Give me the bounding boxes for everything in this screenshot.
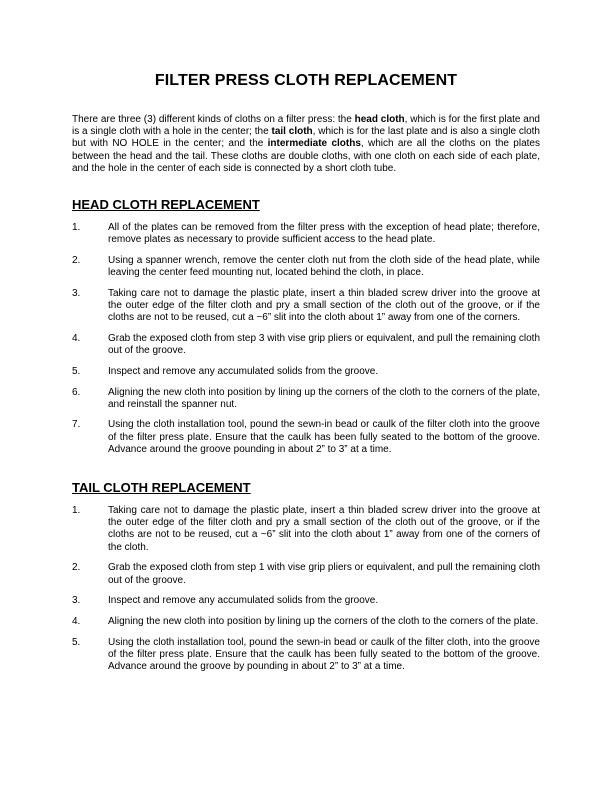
tail-step-1 [72, 505, 540, 554]
head-step-4 [72, 333, 540, 357]
step-text: Grab the exposed cloth from step 1 with vise grip pliers or equivalent, and pull the remaining cloth out of the groove. [108, 562, 540, 586]
step-number: 1. [72, 222, 81, 234]
intro-bold-tail-cloth: tail cloth [271, 126, 313, 138]
step-text: All of the plates can be removed from the filter press with the exception of head plate; therefore, remove plates as necessary to provide sufficient access to the head plate. [108, 222, 540, 246]
step-text: Using the cloth installation tool, pound the sewn-in bead or caulk of the filter cloth, into the groove of the filter press plate. Ensure that the caulk has been fully seated to the bottom of the groove. Advance around the groove by pounding in about 2” to 3” at a time. [108, 636, 540, 673]
step-text: Aligning the new cloth into position by lining up the corners of the cloth to the corners of the plate. [108, 615, 539, 627]
step-text: Inspect and remove any accumulated solids from the groove. [108, 365, 379, 377]
tail-step-5 [72, 637, 540, 674]
step-number: 3. [72, 595, 81, 607]
intro-bold-head-cloth: head cloth [354, 114, 405, 125]
step-text: Using the cloth installation tool, pound the sewn-in bead or caulk of the filter cloth into the groove of the filter press plate. Ensure that the caulk has been fully seated to the bottom of the groove. Advance around the groove pounding in about 2” to 3” at a time. [108, 419, 540, 455]
tail-steps-list [72, 505, 540, 673]
head-section-heading: HEAD CLOTH REPLACEMENT [72, 197, 260, 213]
intro-text-2: , which is for the first plate and is a single cloth with a hole in the center; the [72, 114, 540, 138]
step-number: 1. [72, 505, 81, 517]
step-text: Inspect and remove any accumulated solids from the groove. [108, 595, 379, 607]
document-page [72, 72, 540, 682]
step-text: Grab the exposed cloth from step 3 with vise grip pliers or equivalent, and pull the remaining cloth out of the groove. [108, 332, 540, 357]
step-number: 7. [72, 419, 81, 431]
step-number: 2. [72, 254, 81, 266]
head-step-3 [72, 288, 540, 325]
head-step-5 [72, 366, 540, 378]
step-number: 2. [72, 562, 81, 574]
step-number: 4. [72, 615, 81, 627]
tail-step-3 [72, 595, 540, 607]
head-step-1 [72, 222, 540, 246]
step-number: 6. [72, 386, 81, 398]
tail-step-2 [72, 562, 540, 586]
head-step-2 [72, 255, 540, 279]
step-number: 5. [72, 365, 81, 377]
step-text: Aligning the new cloth into position by lining up the corners of the cloth to the corners of the plate, and reinstall the spanner nut. [108, 386, 540, 410]
page-title: FILTER PRESS CLOTH REPLACEMENT [154, 72, 458, 89]
tail-section-heading: TAIL CLOTH REPLACEMENT [72, 480, 251, 496]
intro-bold-intermediate-cloths: intermediate cloths [267, 138, 361, 150]
head-step-7 [72, 419, 540, 456]
step-number: 4. [72, 332, 81, 344]
step-number: 5. [72, 636, 81, 648]
step-text: Using a spanner wrench, remove the center cloth nut from the cloth side of the head plate, while leaving the center feed mounting nut, located behind the cloth, in place. [108, 254, 540, 279]
step-number: 3. [72, 287, 81, 299]
step-text: Taking care not to damage the plastic plate, insert a thin bladed screw driver into the groove at the outer edge of the filter cloth and pry a small section of the cloth out of the groove, or if the cloths are not to be reused, cut a ~6” slit into the cloth about 1” away from one of the corners of the cloth. [108, 505, 540, 553]
intro-text-1: There are three (3) different kinds of cloths on a filter press: the [72, 114, 355, 125]
intro-text-3: , which is for the last plate and is also a single cloth but with NO HOLE in the center; and the [72, 126, 540, 150]
intro-paragraph [72, 114, 540, 175]
head-steps-list [72, 222, 540, 456]
head-step-6 [72, 387, 540, 411]
intro-text-4: , which are all the cloths on the plates between the head and the tail. These cloths are double cloths, with one cloth on each side of each plate, and the hole in the center of each side is connected by a short cloth tube. [72, 138, 540, 174]
tail-step-4 [72, 616, 540, 628]
step-text: Taking care not to damage the plastic plate, insert a thin bladed screw driver into the groove at the outer edge of the filter cloth and pry a small section of the cloth out of the groove, or if the cloths are not to be reused, cut a ~6” slit into the cloth about 1” away from one of the corners. [108, 287, 540, 324]
